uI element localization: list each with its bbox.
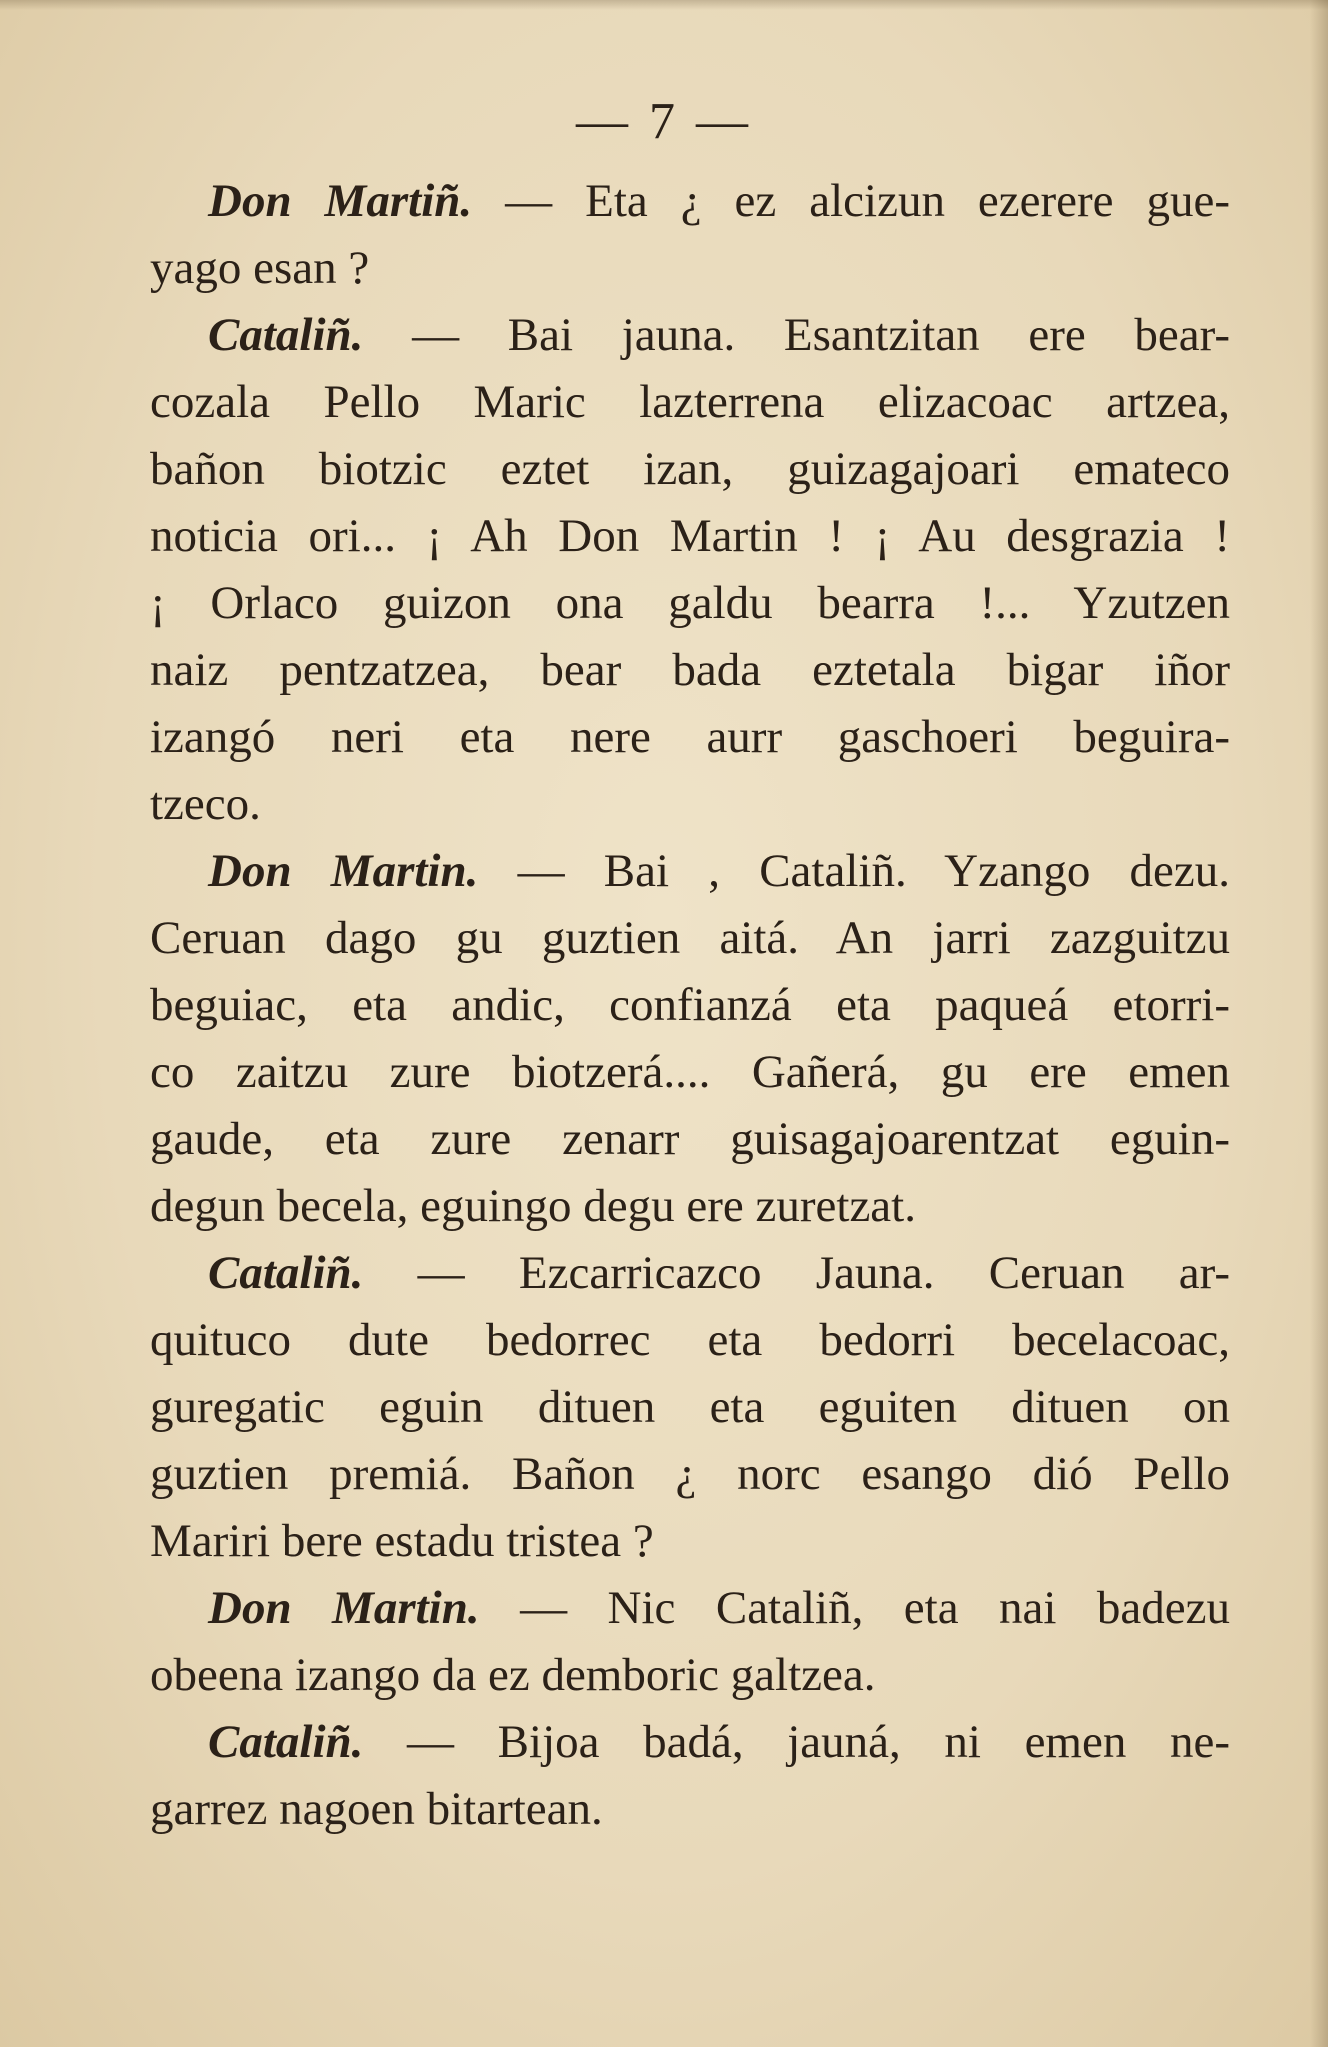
line-text: obeena izango da ez demboric galtzea. [150, 1649, 876, 1701]
line-text: — Bai jauna. Esantzitan ere bear- [363, 309, 1230, 361]
page-top-shadow [0, 0, 1328, 10]
text-line [150, 1039, 1230, 1106]
speaker-name: Cataliñ. [208, 309, 364, 361]
text-line [150, 168, 1230, 235]
speaker-name: Don Martin. [208, 1582, 480, 1634]
text-line [150, 1173, 1230, 1240]
line-text: cozala Pello Maric lazterrena elizacoac artzea, [150, 376, 1230, 428]
line-text: yago esan ? [150, 242, 370, 294]
line-text: ¡ Orlaco guizon ona galdu bearra !... Yzutzen [150, 577, 1230, 629]
text-line [150, 838, 1230, 905]
text-line [150, 1642, 1230, 1709]
page-number: — 7 — [576, 93, 752, 150]
line-text: degun becela, eguingo degu ere zuretzat. [150, 1180, 916, 1232]
speaker-name: Cataliñ. [208, 1716, 364, 1768]
line-text: — Nic Cataliñ, eta nai badezu [479, 1582, 1230, 1634]
line-text: izangó neri eta nere aurr gaschoeri beguira- [150, 711, 1230, 763]
line-text: naiz pentzatzea, bear bada eztetala bigar iñor [150, 644, 1230, 696]
page-right-shadow [1310, 0, 1328, 2047]
line-text: guztien premiá. Bañon ¿ norc esango dió Pello [150, 1448, 1230, 1500]
text-line [150, 1374, 1230, 1441]
text-line [150, 1307, 1230, 1374]
text-line [150, 1240, 1230, 1307]
text-line [150, 905, 1230, 972]
line-text: co zaitzu zure biotzerá.... Gañerá, gu ere emen [150, 1046, 1230, 1098]
line-text: — Bai , Cataliñ. Yzango dezu. [478, 845, 1230, 897]
line-text: Mariri bere estadu tristea ? [150, 1515, 654, 1567]
text-line [150, 1106, 1230, 1173]
text-line [150, 369, 1230, 436]
text-line [150, 637, 1230, 704]
line-text: garrez nagoen bitartean. [150, 1783, 603, 1835]
speaker-name: Cataliñ. [208, 1247, 364, 1299]
text-line [150, 570, 1230, 637]
line-text: quituco dute bedorrec eta bedorri becelacoac, [150, 1314, 1230, 1366]
line-text: noticia ori... ¡ Ah Don Martin ! ¡ Au desgrazia ! [150, 510, 1230, 562]
line-text: guregatic eguin dituen eta eguiten dituen on [150, 1381, 1230, 1433]
line-text: Ceruan dago gu guztien aitá. An jarri zazguitzu [150, 912, 1230, 964]
line-text: — Bijoa badá, jauná, ni emen ne- [363, 1716, 1230, 1768]
line-text: — Eta ¿ ez alcizun ezerere gue- [472, 175, 1231, 227]
text-line [150, 302, 1230, 369]
text-line [150, 436, 1230, 503]
text-line [150, 1575, 1230, 1642]
text-line [150, 972, 1230, 1039]
text-line [150, 771, 1230, 838]
text-line [150, 235, 1230, 302]
speaker-name: Don Martiñ. [208, 175, 473, 227]
text-line [150, 503, 1230, 570]
line-text: — Ezcarricazco Jauna. Ceruan ar- [363, 1247, 1230, 1299]
page-text-body [150, 168, 1230, 1843]
line-text: tzeco. [150, 778, 261, 830]
text-line [150, 1441, 1230, 1508]
line-text: bañon biotzic eztet izan, guizagajoari emateco [150, 443, 1230, 495]
line-text: gaude, eta zure zenarr guisagajoarentzat eguin- [150, 1113, 1230, 1165]
speaker-name: Don Martin. [208, 845, 479, 897]
text-line [150, 1776, 1230, 1843]
text-line [150, 1508, 1230, 1575]
text-line [150, 704, 1230, 771]
text-line [150, 1709, 1230, 1776]
line-text: beguiac, eta andic, confianzá eta paqueá etorri- [150, 979, 1230, 1031]
